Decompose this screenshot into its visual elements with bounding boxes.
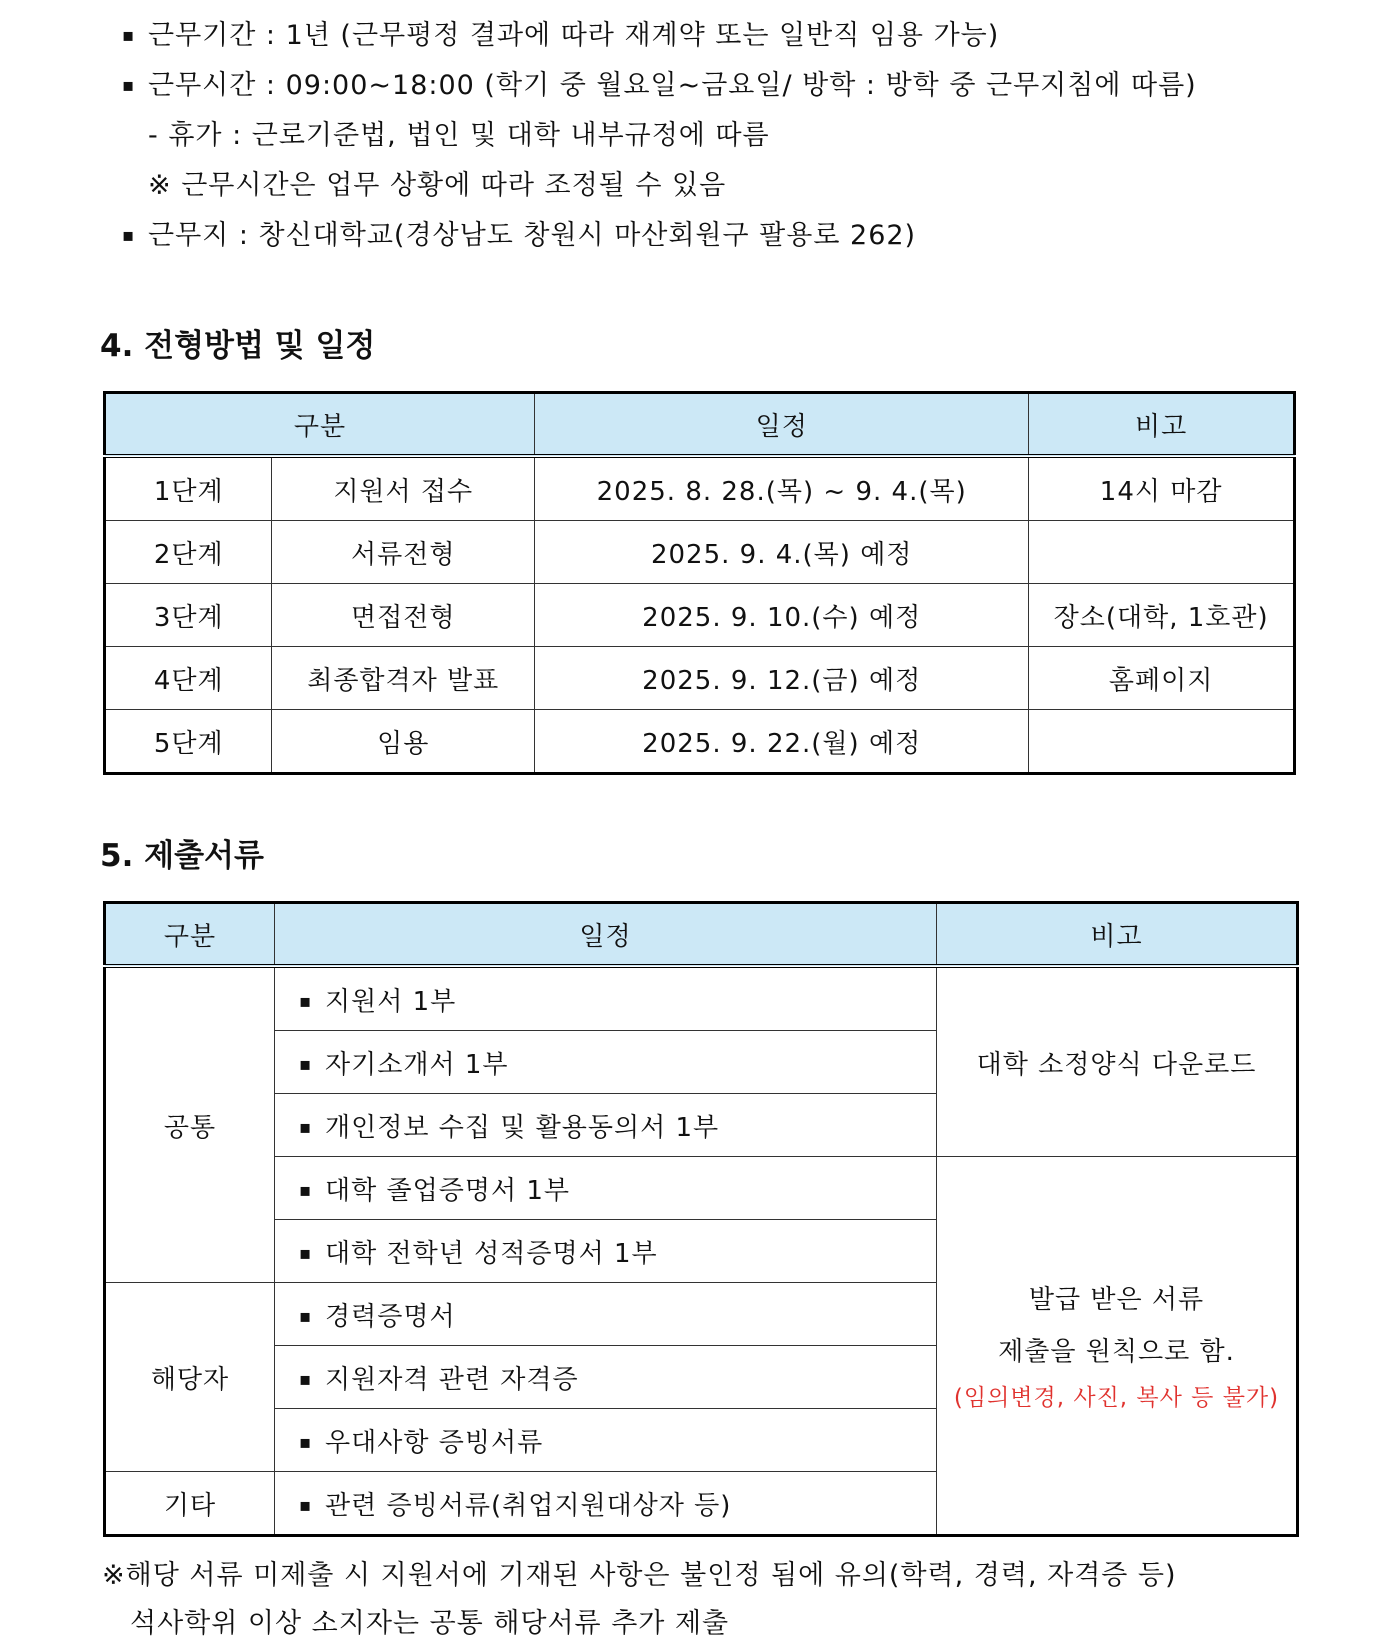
document-item: ▪ 경력증명서 — [275, 1283, 937, 1346]
schedule-note — [1029, 521, 1295, 584]
document-item: ▪ 지원서 1부 — [275, 966, 937, 1031]
document-item: ▪ 대학 졸업증명서 1부 — [275, 1157, 937, 1220]
table-row — [105, 966, 1298, 1031]
leave-info: - 휴가 : 근로기준법, 법인 및 대학 내부규정에 따름 — [148, 120, 770, 151]
schedule-step: 4단계 — [105, 647, 272, 710]
schedule-note: 장소(대학, 1호관) — [1029, 584, 1295, 647]
section4-title: 4. 전형방법 및 일정 — [100, 328, 376, 364]
table-row — [105, 456, 1295, 521]
note-issued-warning: (임의변경, 사진, 복사 등 불가) — [953, 1384, 1280, 1411]
documents-header-category: 구분 — [105, 903, 275, 967]
table-row — [105, 584, 1295, 647]
schedule-name: 지원서 접수 — [272, 456, 535, 521]
group-other: 기타 — [105, 1472, 275, 1536]
schedule-name: 서류전형 — [272, 521, 535, 584]
schedule-date: 2025. 8. 28.(목) ~ 9. 4.(목) — [535, 456, 1029, 521]
document-item: ▪ 지원자격 관련 자격증 — [275, 1346, 937, 1409]
table-row — [105, 521, 1295, 584]
document-item: ▪ 자기소개서 1부 — [275, 1031, 937, 1094]
schedule-name: 임용 — [272, 710, 535, 774]
schedule-name: 면접전형 — [272, 584, 535, 647]
group-applicable: 해당자 — [105, 1283, 275, 1472]
document-item: ▪ 개인정보 수집 및 활용동의서 1부 — [275, 1094, 937, 1157]
note-issued-line1: 발급 받은 서류 — [1028, 1284, 1205, 1315]
schedule-date: 2025. 9. 4.(목) 예정 — [535, 521, 1029, 584]
table-row — [105, 710, 1295, 774]
schedule-step: 3단계 — [105, 584, 272, 647]
group-common: 공통 — [105, 966, 275, 1283]
section5-title: 5. 제출서류 — [100, 838, 264, 874]
documents-header-note: 비고 — [937, 903, 1298, 967]
schedule-header-category: 구분 — [105, 393, 535, 457]
schedule-table — [103, 391, 1296, 775]
footnote-line1: ※해당 서류 미제출 시 지원서에 기재된 사항은 불인정 됨에 유의(학력, 경력, 자격증 등) — [102, 1560, 1177, 1591]
document-item: ▪ 대학 전학년 성적증명서 1부 — [275, 1220, 937, 1283]
note-issued-line2: 제출을 원칙으로 함. — [998, 1336, 1235, 1367]
documents-header-date: 일정 — [275, 903, 937, 967]
schedule-header-date: 일정 — [535, 393, 1029, 457]
table-row — [105, 1157, 1298, 1220]
schedule-header-note: 비고 — [1029, 393, 1295, 457]
schedule-step: 2단계 — [105, 521, 272, 584]
schedule-step: 1단계 — [105, 456, 272, 521]
hours-note: ※ 근무시간은 업무 상황에 따라 조정될 수 있음 — [148, 170, 727, 201]
schedule-date: 2025. 9. 22.(월) 예정 — [535, 710, 1029, 774]
work-period: ▪ 근무기간 : 1년 (근무평정 결과에 따라 재계약 또는 일반직 임용 가능) — [122, 18, 999, 54]
note-issued — [937, 1157, 1298, 1536]
schedule-date: 2025. 9. 10.(수) 예정 — [535, 584, 1029, 647]
footnote-line2: 석사학위 이상 소지자는 공통 해당서류 추가 제출 — [130, 1608, 730, 1639]
schedule-name: 최종합격자 발표 — [272, 647, 535, 710]
work-hours: ▪ 근무시간 : 09:00~18:00 (학기 중 월요일~금요일/ 방학 : 방학 중 근무지침에 따름) — [122, 68, 1197, 104]
schedule-note: 14시 마감 — [1029, 456, 1295, 521]
schedule-step: 5단계 — [105, 710, 272, 774]
schedule-note: 홈페이지 — [1029, 647, 1295, 710]
schedule-note — [1029, 710, 1295, 774]
documents-table — [103, 901, 1299, 1537]
note-download: 대학 소정양식 다운로드 — [937, 966, 1298, 1157]
schedule-date: 2025. 9. 12.(금) 예정 — [535, 647, 1029, 710]
document-item: ▪ 관련 증빙서류(취업지원대상자 등) — [275, 1472, 937, 1536]
document-item: ▪ 우대사항 증빙서류 — [275, 1409, 937, 1472]
work-location: ▪ 근무지 : 창신대학교(경상남도 창원시 마산회원구 팔용로 262) — [122, 218, 916, 254]
table-row — [105, 647, 1295, 710]
